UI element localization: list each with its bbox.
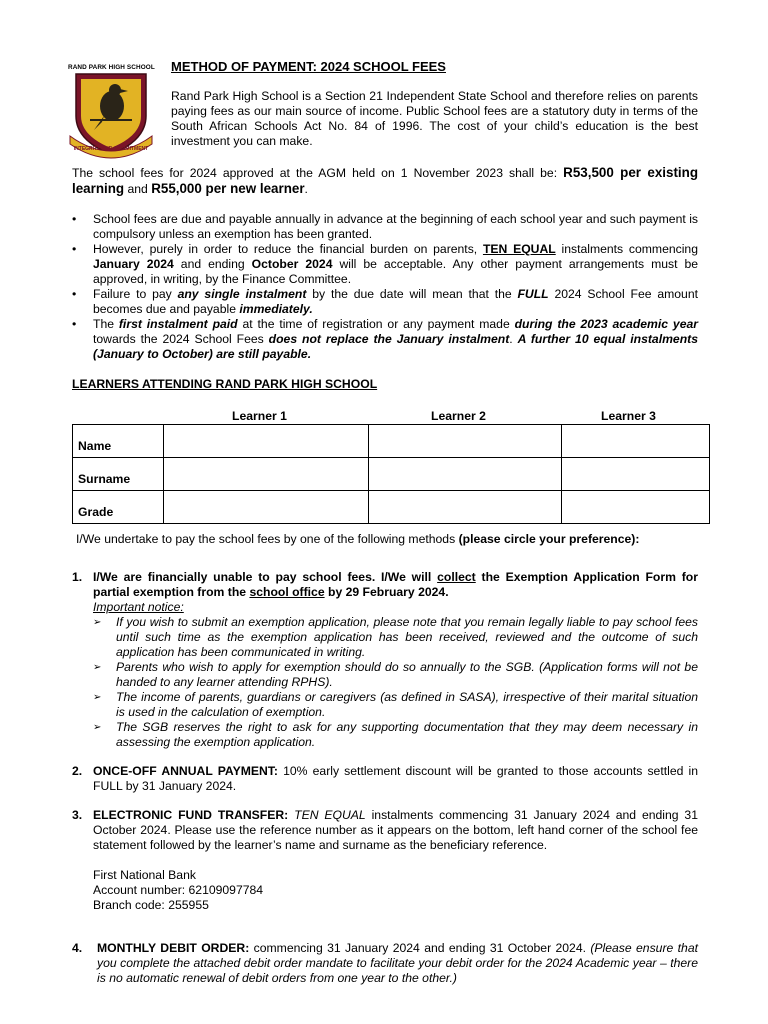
- fee-rules-list: [72, 212, 698, 362]
- list-item: • However, purely in order to reduce the financial burden on parents, TEN EQUAL instalments commencing January 2024 and ending October 2024 will be acceptable. Any other payment arrangements must be approved, in writing, by the Finance Committee.: [72, 242, 698, 287]
- payment-methods-list: [72, 570, 698, 986]
- learner-2-name-cell[interactable]: [369, 425, 562, 458]
- intro-paragraph: Rand Park High School is a Section 21 Independent State School and therefore relies on parents paying fees as our main source of income. Public School fees are a statutory duty in terms of the South African Schools Act No. 84 of 1996. The cost of your child’s education is the best investment you can make.: [171, 89, 698, 148]
- branch-code: Branch code: 255955: [93, 898, 209, 912]
- row-label-surname: Surname: [73, 458, 164, 491]
- column-header-learner-2: Learner 2: [431, 409, 486, 423]
- payment-method-debit-order[interactable]: 4. MONTHLY DEBIT ORDER: commencing 31 January 2024 and ending 31 October 2024. (Please ensure that you complete the attached debit order mandate to facilitate your debit order for the 2024 Academic year – there is no automatic renewal of debit orders from one year to the other.): [72, 941, 698, 985]
- list-item: • Failure to pay any single instalment by the due date will mean that the FULL 2024 School Fee amount becomes due and payable immediately.: [72, 287, 698, 317]
- school-crest-logo: [68, 70, 154, 160]
- undertake-statement: I/We undertake to pay the school fees by one of the following methods (please circle your preference):: [76, 532, 640, 546]
- learners-table: [72, 424, 710, 524]
- important-notice-label: Important notice:: [93, 600, 184, 614]
- fees-statement: The school fees for 2024 approved at the AGM held on 1 November 2023 shall be: R53,500 per existing learning and R55,000 per new learner.: [72, 165, 698, 196]
- table-row: [73, 458, 710, 491]
- learner-1-name-cell[interactable]: [164, 425, 369, 458]
- list-item: ➢ The SGB reserves the right to ask for any supporting documentation that they may deem necessary in assessing the exemption application.: [93, 720, 698, 750]
- table-row: [73, 491, 710, 524]
- learner-3-grade-cell[interactable]: [562, 491, 710, 524]
- list-item: ➢ If you wish to submit an exemption application, please note that you remain legally liable to pay school fees until such time as the exemption application has been received, reviewed and the outcome of such application has been communicated in writing.: [93, 615, 698, 660]
- learner-1-grade-cell[interactable]: [164, 491, 369, 524]
- table-row: [73, 425, 710, 458]
- learner-3-surname-cell[interactable]: [562, 458, 710, 491]
- row-label-grade: Grade: [73, 491, 164, 524]
- list-item: • The first instalment paid at the time of registration or any payment made during the 2023 academic year towards the 2024 School Fees does not replace the January instalment. A further 10 equal instalments (January to October) are still payable.: [72, 317, 698, 362]
- column-header-learner-1: Learner 1: [232, 409, 287, 423]
- account-number: Account number: 62109097784: [93, 883, 264, 897]
- new-learner-fee: R55,000 per new learner: [151, 181, 305, 196]
- crest-motto: INTEGRITY AND COMMITMENT: [73, 146, 149, 152]
- column-header-learner-3: Learner 3: [601, 409, 656, 423]
- list-item: ➢ Parents who wish to apply for exemption should do so annually to the SGB. (Application forms will not be handed to any learner attending RPHS).: [93, 660, 698, 690]
- payment-method-exemption[interactable]: 1. I/We are financially unable to pay school fees. I/We will collect the Exemption Application Form for partial exemption from the school office by 29 February 2024. Important notice: ➢ If you wish to submit an exemption application, please note that you remain legally liable to pay school fees until such time as the exemption application has been received, reviewed and the outcome of such application has been communicated in writing. ➢ Parents who wish to apply for exemption should do so annually to the SGB. (Application forms will not be handed to any learner attending RPHS). ➢ The income of parents, guardians or caregivers (as defined in SASA), irrespective of their marital situation is used in the calculation of exemption. ➢ The SGB reserves the right to ask for any supporting documentation that they may deem necessary in assessing the exemption application.: [72, 570, 698, 750]
- learner-2-grade-cell[interactable]: [369, 491, 562, 524]
- list-item: • School fees are due and payable annually in advance at the beginning of each school year and such payment is compulsory unless an exemption has been granted.: [72, 212, 698, 242]
- learner-2-surname-cell[interactable]: [369, 458, 562, 491]
- row-label-name: Name: [73, 425, 164, 458]
- bank-details: [93, 868, 698, 913]
- bank-name: First National Bank: [93, 868, 196, 882]
- existing-learner-fee: R53,500 per existing learning: [72, 165, 698, 196]
- exemption-notes-list: [93, 615, 698, 750]
- list-item: ➢ The income of parents, guardians or caregivers (as defined in SASA), irrespective of their marital situation is used in the calculation of exemption.: [93, 690, 698, 720]
- page-title: METHOD OF PAYMENT: 2024 SCHOOL FEES: [171, 59, 446, 74]
- learner-3-name-cell[interactable]: [562, 425, 710, 458]
- learners-heading: LEARNERS ATTENDING RAND PARK HIGH SCHOOL: [72, 377, 378, 391]
- payment-method-once-off[interactable]: 2. ONCE-OFF ANNUAL PAYMENT: 10% early settlement discount will be granted to those accounts settled in FULL by 31 January 2024.: [72, 764, 698, 793]
- crest-school-name: RAND PARK HIGH SCHOOL: [68, 64, 155, 71]
- payment-method-eft[interactable]: 3. ELECTRONIC FUND TRANSFER: TEN EQUAL instalments commencing 31 January 2024 and ending 31 October 2024. Please use the reference number as it appears on the bottom, left hand corner of the school fee statement followed by the learner’s name and surname as the beneficiary reference. First National Bank Account number: 62109097784 Branch code: 255955: [72, 808, 698, 912]
- learner-1-surname-cell[interactable]: [164, 458, 369, 491]
